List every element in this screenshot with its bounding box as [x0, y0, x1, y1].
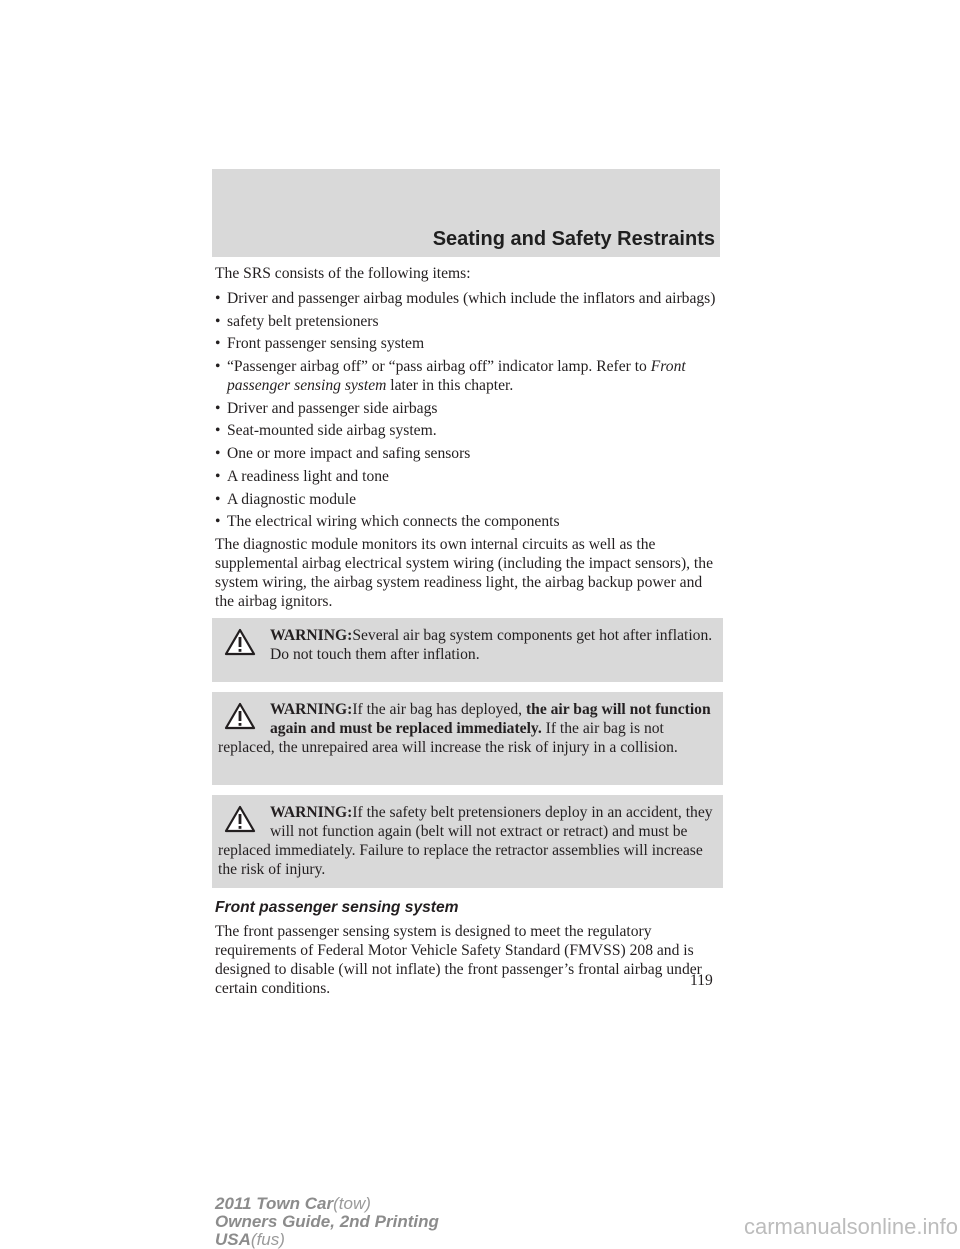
- list-item: • safety belt pretensioners: [215, 312, 379, 330]
- list-item: • Driver and passenger side airbags: [215, 399, 438, 417]
- warning-text: If the air bag has deployed,: [352, 700, 526, 718]
- footer-market-code: (fus): [250, 1230, 285, 1249]
- fps-paragraph: The front passenger sensing system is designed to meet the regulatory requirements of Federal Motor Vehicle Safety Standard (FMVSS) 208 and is designed to disable (will not inflate) the front passenger’s frontal airbag under certain conditions.: [215, 922, 702, 997]
- subheading: Front passenger sensing system: [215, 898, 459, 916]
- intro-paragraph: The SRS consists of the following items:: [215, 265, 471, 282]
- page-content: [215, 264, 720, 1004]
- warning-triangle-icon: [224, 702, 256, 730]
- watermark: carmanualsonline.info: [743, 1214, 958, 1239]
- section-title: Seating and Safety Restraints: [432, 228, 715, 250]
- bullet: •: [215, 490, 221, 508]
- footer-market: USA: [215, 1230, 251, 1249]
- page-number: 119: [690, 972, 713, 989]
- footer-edition: Owners Guide, 2nd Printing: [215, 1212, 439, 1231]
- warning-label: WARNING:: [270, 700, 353, 718]
- bullet: •: [215, 467, 221, 485]
- warning-label: WARNING:: [270, 803, 353, 821]
- bullet: •: [215, 358, 221, 376]
- warning-text-continued: If the air bag is not replaced, the unrepaired area will increase the risk of injury in a collision.: [218, 719, 678, 756]
- list-item: • Driver and passenger airbag modules (which include the inflators and airbags): [215, 290, 716, 307]
- srs-items-list: [215, 289, 720, 531]
- warning-text: If the safety belt pretensioners deploy in an accident, they will not function again (belt will not extract or retract) and must be replaced immediately. Failure to replace the retractor assemblies will increase the risk of injury.: [218, 803, 713, 878]
- warning-triangle-icon: [224, 628, 256, 656]
- bullet: •: [215, 513, 221, 531]
- warning-triangle-icon: [224, 805, 256, 833]
- bullet: •: [215, 445, 221, 463]
- footer-model: 2011 Town Car: [215, 1194, 334, 1213]
- list-item: • “Passenger airbag off” or “pass airbag off” indicator lamp. Refer to Front passenger sensing system later in this chapter.: [215, 358, 686, 395]
- warning-box: [212, 795, 723, 888]
- warning-text: Several air bag system components get hot after inflation. Do not touch them after inflation.: [270, 626, 713, 663]
- warning-box: [212, 692, 723, 785]
- warning-box: [212, 618, 723, 682]
- list-item: • One or more impact and safing sensors: [215, 445, 471, 463]
- list-item: • The electrical wiring which connects the components: [215, 513, 560, 531]
- diagnostic-paragraph: The diagnostic module monitors its own internal circuits as well as the supplemental airbag electrical system wiring (including the impact sensors), the system wiring, the airbag system readiness light, the airbag backup power and the airbag ignitors.: [215, 535, 713, 610]
- footer: [215, 1195, 439, 1249]
- warning-emphasis: the air bag will not function again and must be replaced immediately.: [270, 700, 711, 737]
- list-item: • Front passenger sensing system: [215, 335, 425, 353]
- bullet: •: [215, 422, 221, 440]
- bullet: •: [215, 335, 221, 353]
- list-item: • A diagnostic module: [215, 490, 357, 508]
- footer-model-code: (tow): [333, 1194, 371, 1213]
- bullet: •: [215, 290, 221, 307]
- cross-reference: Front passenger sensing system: [227, 358, 686, 395]
- bullet: •: [215, 312, 221, 330]
- list-item: • Seat-mounted side airbag system.: [215, 422, 437, 440]
- bullet: •: [215, 399, 221, 417]
- section-header-band: [212, 169, 720, 257]
- warning-label: WARNING:: [270, 626, 353, 644]
- list-item: • A readiness light and tone: [215, 467, 389, 485]
